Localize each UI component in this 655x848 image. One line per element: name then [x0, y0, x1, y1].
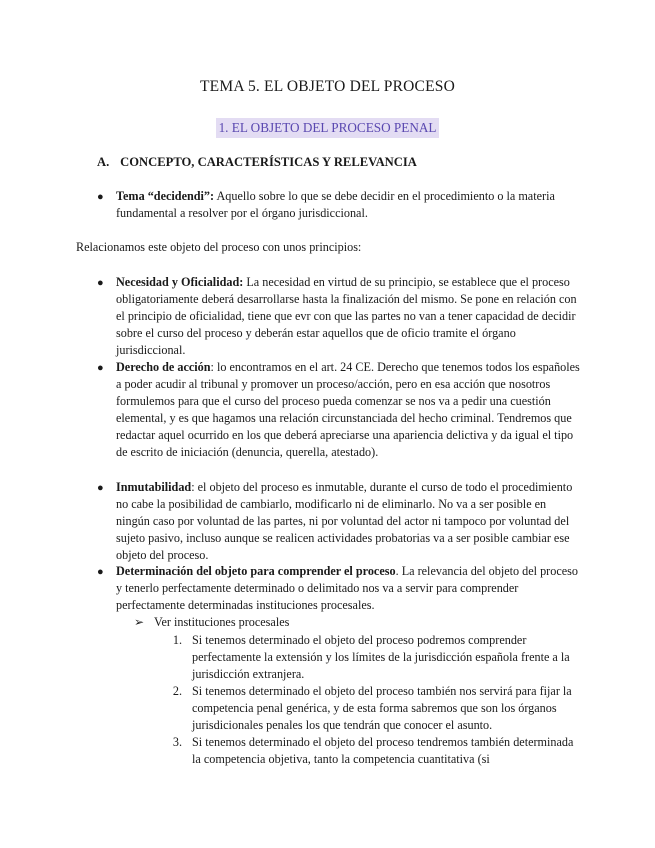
principle-term: Inmutabilidad [116, 480, 192, 494]
numbered-item: Si tenemos determinado el objeto del proceso tendremos también determinada la competencia objetiva, tanto la competencia cuantitativa (si [192, 735, 574, 766]
first-bullet-text: Aquello sobre lo que se debe decidir en el procedimiento o la materia fundamental a resolver por el órgano jurisdiccional. [116, 189, 555, 220]
bullet-icon: ● [97, 191, 104, 203]
first-bullet [116, 188, 582, 222]
bullet-icon: ● [97, 566, 104, 578]
principle-inmutabilidad [116, 479, 582, 564]
numbered-item: Si tenemos determinado el objeto del proceso podremos comprender perfectamente la extensión y los límites de la jurisdicción española frente a la jurisdicción extranjera. [192, 633, 570, 681]
principle-text: : el objeto del proceso es inmutable, durante el curso de todo el procedimiento no cabe la posibilidad de cambiarlo, modificarlo ni de eliminarlo. No va a ser posible en ningún caso por voluntad de las partes, ni por voluntad del actor ni tampoco por voluntad del sujeto pasivo, incluso aunque se realicen actividades probatorias va a ser posible cambiar ese objeto del proceso. [116, 480, 573, 562]
list-number: 2. [172, 684, 182, 698]
list-number: 1. [172, 633, 182, 647]
document-title: TEMA 5. EL OBJETO DEL PROCESO [200, 78, 455, 95]
principle-term: Derecho de acción [116, 360, 211, 374]
principle-term: Determinación del objeto para comprender el proceso [116, 564, 396, 578]
numbered-item: Si tenemos determinado el objeto del proceso también nos servirá para fijar la competencia penal genérica, y de esta forma sabremos que son los órganos jurisdicionales penales los que tendrán que conocer el asunto. [192, 684, 572, 732]
bullet-icon: ● [97, 362, 104, 374]
principle-determinacion [116, 563, 582, 614]
principle-necesidad [116, 274, 582, 359]
section-title-wrap [0, 118, 655, 138]
subsection-heading [97, 154, 417, 171]
principle-text: . La relevancia del objeto del proceso y tenerlo perfectamente determinado o delimitado nos va a servir para comprender perfectamente determinadas instituciones procesales. [116, 564, 578, 612]
subsection-label: A. [97, 155, 110, 169]
principle-text: La necesidad en virtud de su principio, se establece que el proceso obligatoriamente deberá desarrollarse hasta la finalización del mismo. Se pone en relación con el principio de oficialidad, tiene que evr con que las partes no van a tener capacidad de decidir sobre el curso del proceso y deberán estar aquellos que de oficio tramite el órgano jurisdiccional. [116, 275, 577, 357]
intro-text: Relacionamos este objeto del proceso con unos principios: [76, 240, 362, 254]
subsection-title: CONCEPTO, CARACTERÍSTICAS Y RELEVANCIA [120, 155, 417, 169]
arrow-bullet-icon: ➢ [134, 615, 145, 629]
principle-text: : lo encontramos en el art. 24 CE. Derecho que tenemos todos los españoles a poder acudir al tribunal y promover un proceso/acción, pero en esa acción que nosotros formulemos para que el curso del proceso pueda comenzar se nos va a pedir una cuestión elemental, y es que hagamos una relación circunstanciada del hecho criminal. Tendremos que redactar aquel ocurrido en los que deberá apreciarse una apariencia delictiva y da igual el tipo de escrito de iniciación (denuncia, querella, atestado). [116, 360, 580, 459]
first-bullet-term: Tema “decidendi”: [116, 189, 215, 203]
section-title: 1. EL OBJETO DEL PROCESO PENAL [216, 118, 440, 138]
list-number: 3. [172, 735, 182, 749]
bullet-icon: ● [97, 482, 104, 494]
principle-term: Necesidad y Oficialidad: [116, 275, 244, 289]
bullet-icon: ● [97, 277, 104, 289]
principle-derecho-accion [116, 359, 582, 461]
sub-arrow-text: Ver instituciones procesales [154, 615, 290, 629]
